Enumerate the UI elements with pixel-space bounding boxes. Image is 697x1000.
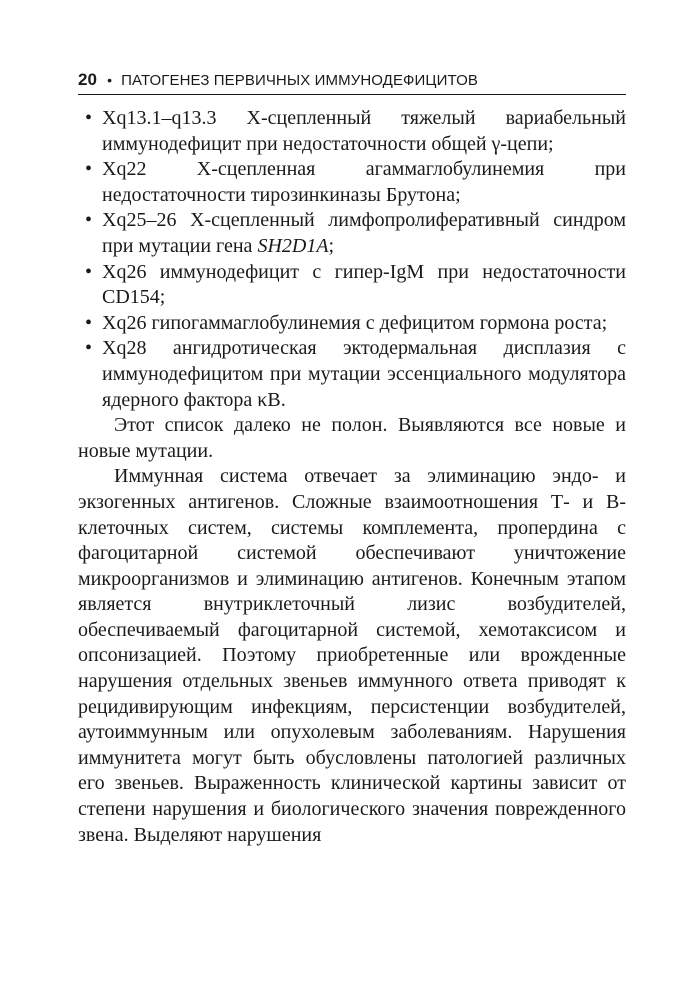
- header-separator: •: [107, 72, 113, 88]
- list-item-text: Xq28 ангидротическая эктодермальная дисплазия с иммунодефицитом при мутации эссенциального модулятора ядерного фактора κB.: [102, 337, 626, 411]
- list-item-text: Xq13.1–q13.3 Х-сцепленный тяжелый вариабельный иммунодефицит при недостаточности общей γ-цепи;: [102, 107, 626, 155]
- bullet-icon: •: [85, 158, 93, 181]
- paragraph: Иммунная система отвечает за элиминацию эндо- и экзогенных антигенов. Сложные взаимоотношения Т- и В-клеточных систем, системы комплемента, пропердина с фагоцитарной системой обеспечивают уничтожение микроорганизмов и элиминацию антигенов. Конечным этапом является внутриклеточный лизис возбудителей, обеспечиваемый фагоцитарной системой, хемотаксисом и опсонизацией. Поэтому приобретенные или врожденные нарушения отдельных звеньев иммунного ответа приводят к рецидивирующим инфекциям, персистенции возбудителей, аутоиммунным или опухолевым заболеваниям. Нарушения иммунитета могут быть обусловлены патологией различных его звеньев. Выраженность клинической картины зависит от степени нарушения и биологического значения поврежденного звена. Выделяют нарушения: [78, 465, 626, 846]
- bullet-icon: •: [85, 107, 93, 129]
- running-header: [78, 70, 626, 95]
- paragraph: Этот список далеко не полон. Выявляются все новые и новые мутации.: [78, 414, 626, 462]
- bullet-icon: •: [85, 209, 93, 232]
- list-item-text-end: ;: [328, 234, 335, 257]
- page-body: [78, 106, 626, 848]
- mutation-list: [78, 106, 626, 413]
- list-item: [85, 157, 626, 208]
- list-item-text: Xq26 гипогаммаглобулинемия с дефицитом гормона роста;: [102, 311, 608, 334]
- list-item-text: Xq22 Х-сцепленная агаммаглобулинемия при недостаточности тирозинкиназы Брутона;: [102, 158, 626, 206]
- gene-name: SH2D1A: [257, 234, 329, 257]
- bullet-icon: •: [85, 311, 93, 334]
- running-title: ПАТОГЕНЕЗ ПЕРВИЧНЫХ ИММУНОДЕФИЦИТОВ: [121, 72, 478, 89]
- list-item: [85, 336, 626, 413]
- list-item: [85, 260, 626, 311]
- list-item-text: Xq25–26 Х-сцепленный лимфопролиферативный синдром при мутации гена: [102, 209, 626, 257]
- page-number: 20: [78, 70, 98, 89]
- list-item: [85, 106, 626, 157]
- bullet-icon: •: [85, 260, 93, 283]
- list-item-text: Xq26 иммунодефицит с гипер-IgM при недостаточности CD154;: [102, 260, 626, 309]
- list-item: [85, 311, 626, 337]
- book-page: [78, 70, 626, 848]
- bullet-icon: •: [85, 337, 93, 360]
- list-item: [85, 208, 626, 259]
